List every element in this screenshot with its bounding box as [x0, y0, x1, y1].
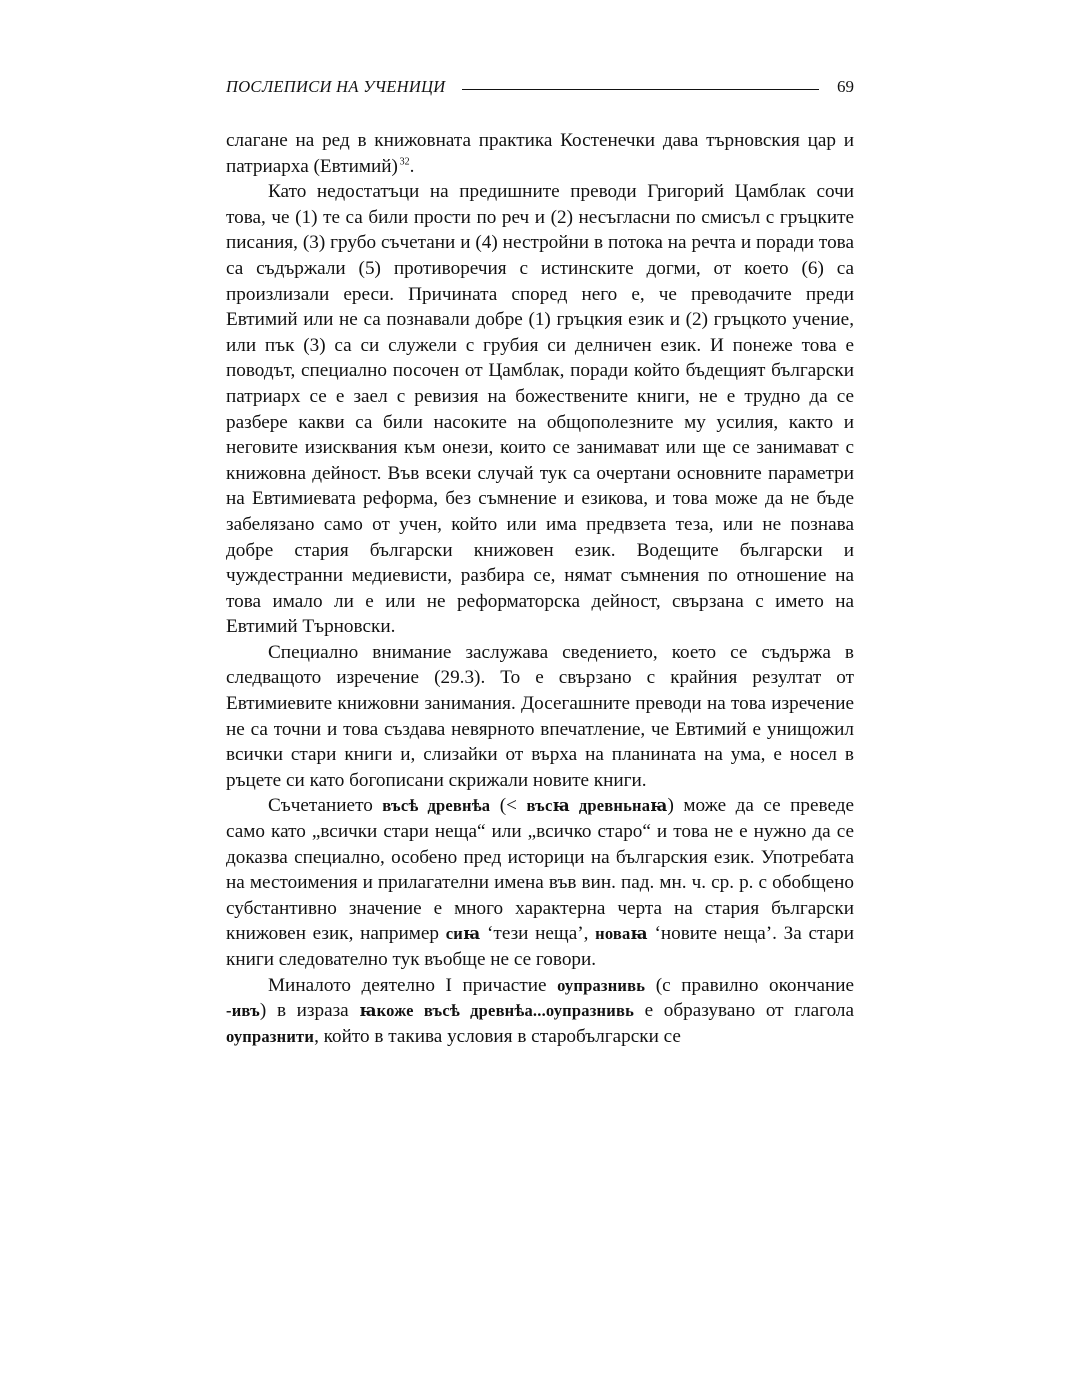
page-number: 69	[837, 77, 854, 96]
paragraph-3: Специално внимание заслужава сведението, което се съдържа в следващото изречение (29.3). То е свързано с крайния резултат от Евтимиевите книжовни занимания. Досегашните преводи на това изречение не са точни и това създава невярното впечатление, че Евтимий е унищожил всички стари книги и, слизайки от върха на планината на ума, е носел в ръцете си като богописани скрижали новите книги.	[226, 641, 854, 791]
old-church-slavonic-term: оупразнити	[226, 1026, 315, 1046]
running-title: ПОСЛЕПИСИ НА УЧЕНИЦИ	[226, 77, 446, 96]
paragraph-2: Като недостатъци на предишните преводи Григорий Цамблак сочи това, че (1) те са били прости по реч и (2) несъгласни по смисъл с гръцките писания, (3) грубо съчетани и (4) нестройни в потока на речта и поради това са съдържали (5) противоречия с истинските догми, от което (6) са произлизали ереси. Причината според него е, че преводачите преди Евтимий или не са познавали добре (1) гръцкия език и (2) гръцкото учение, или пък (3) са си служели с грубия си делничен език. И понеже това е поводът, специално посочен от Цамблак, поради който бъдещият български патриарх се е заел с ревизия на божествените книги, не е трудно да се разбере какви са били насоките на общополезните му усилия, както и неговите изисквания към онези, които се занимават или ще се занимават с книжовна дейност. Във всеки случай тук са очертани основните параметри на Евтимиевата реформа, без съмнение и езикова, и това може да не бъде забелязано само от учен, който или има предвзета теза, или не познава добре стария български книжовен език. Водещите български и чуждестранни медиевисти, разбира се, нямат съмнения по отношение на това имало ли е или не реформаторска дейност, свързана с името на Евтимий Търновски.	[226, 181, 854, 638]
p1-text: слагане на ред в книжовната практика Костенечки дава търновския цар и патриарха (Евтимий)	[226, 130, 854, 177]
old-church-slavonic-term: оупразнивь	[557, 975, 646, 995]
old-church-slavonic-term: новаꙗ	[595, 924, 648, 944]
paragraph-1: слагане на ред в книжовната практика Костенечки дава търновския цар и патриарха (Евтимий) $^{32}$.	[226, 130, 854, 177]
running-header	[226, 74, 854, 100]
old-church-slavonic-term: -ивъ	[226, 1001, 260, 1021]
footnote-ref-32: 32	[399, 156, 410, 168]
paragraph-5: Миналото деятелно I причастие оупразнивь (с правилно окончание -ивъ) в израза ꙗкоже въсѣ древнѣа...оупразнивь е образувано от глагола оупразнити, който в такива условия в старобългарски се	[226, 974, 855, 1047]
old-church-slavonic-term: въсꙗ древньнаꙗ	[526, 796, 668, 816]
header-rule	[462, 89, 819, 90]
old-church-slavonic-term: въсѣ древнѣа	[382, 796, 491, 816]
body-text	[226, 128, 854, 1049]
paragraph-4: Съчетанието въсѣ древнѣа (< въсꙗ древньнаꙗ) може да се преведе само като „всички стари неща“ или „всичко старо“ и това не е нужно да се доказва специално, особено пред историци на българския език. Употребата на местоимения и прилагателни имена във вин. пад. мн. ч. ср. р. с обобщено субстантивно значение е много характерна черта на стария български книжовен език, например сиꙗ ‘тези неща’, новаꙗ ‘новите неща’. За стари книги следователно тук въобще не се говори.	[226, 795, 855, 970]
old-church-slavonic-term: сиꙗ	[445, 924, 481, 944]
old-church-slavonic-term: ꙗкоже въсѣ древнѣа...оупразнивь	[359, 1001, 634, 1021]
